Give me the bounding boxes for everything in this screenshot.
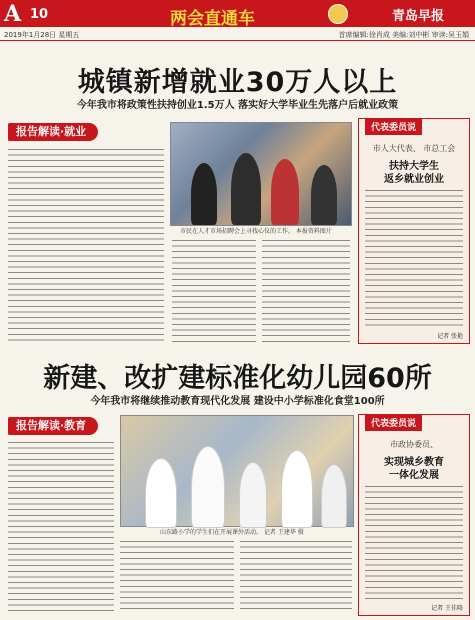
sidebar-body: [365, 483, 463, 601]
photo-caption-employment: 市民在人才市场招聘会上寻找心仪的工作。 本报资料图片: [180, 228, 332, 235]
subheadline-employment: 今年我市将政策性扶持创业1.5万人 落实好大学毕业生先落户后就业政策: [76, 100, 399, 111]
date-line: 2019年1月28日 星期五: [4, 31, 80, 39]
subheadline-education: 今年我市将继续推动教育现代化发展 建设中小学标准化食堂100所: [90, 396, 385, 407]
section-tag-education: 报告解读·教育: [8, 417, 98, 435]
sidebar-name-line: 市政协委员、: [390, 440, 438, 449]
emblem-icon: [328, 4, 348, 24]
paper-logo: 青岛早报: [392, 9, 445, 24]
sidebar-tag: 代表委员说: [365, 118, 422, 135]
sidebar-deputy-comment-2: [358, 414, 470, 616]
photo-school-activity: [120, 415, 354, 527]
sidebar-title-line2: 一体化发展: [389, 470, 439, 481]
article-body-employment-col3: [262, 237, 350, 342]
sidebar-signature: 记者 张艳: [437, 333, 463, 340]
page-number: 10: [30, 7, 49, 22]
sub-header: [0, 28, 475, 41]
sidebar-deputy-comment-1: [358, 118, 470, 344]
sidebar-tag: 代表委员说: [365, 414, 422, 431]
section-letter: A: [4, 1, 22, 27]
editors-line: 首席编辑:徐肖成 美编:刘中彬 审读:吴玉娟: [338, 31, 469, 39]
article-body-education-col2: [120, 538, 234, 613]
article-body-education-col1: [8, 439, 114, 613]
headline-employment: 城镇新增就业30万人以上: [77, 67, 398, 98]
article-body-education-col3: [240, 538, 352, 613]
sidebar-name-line: 市人大代表、 市总工会: [372, 144, 456, 153]
headline-kindergarten: 新建、改扩建标准化幼儿园60所: [43, 363, 432, 394]
sidebar-title-line1: 扶持大学生: [389, 161, 439, 172]
section-title: 两会直通车: [170, 9, 255, 29]
sidebar-title-line2: 返乡就业创业: [384, 174, 444, 185]
photo-job-fair: [170, 122, 352, 226]
section-tag-employment: 报告解读·就业: [8, 123, 98, 141]
photo-caption-education: 山东路小学的学生们在开展课外活动。 记者 王建华 摄: [160, 529, 304, 536]
article-body-employment-col2: [172, 237, 256, 342]
sidebar-signature: 记者 王佳隆: [431, 605, 463, 612]
article-body-employment-col1: [8, 146, 164, 342]
sidebar-title-line1: 实现城乡教育: [384, 457, 444, 468]
page-header: [0, 0, 475, 27]
sidebar-body: [365, 187, 463, 327]
